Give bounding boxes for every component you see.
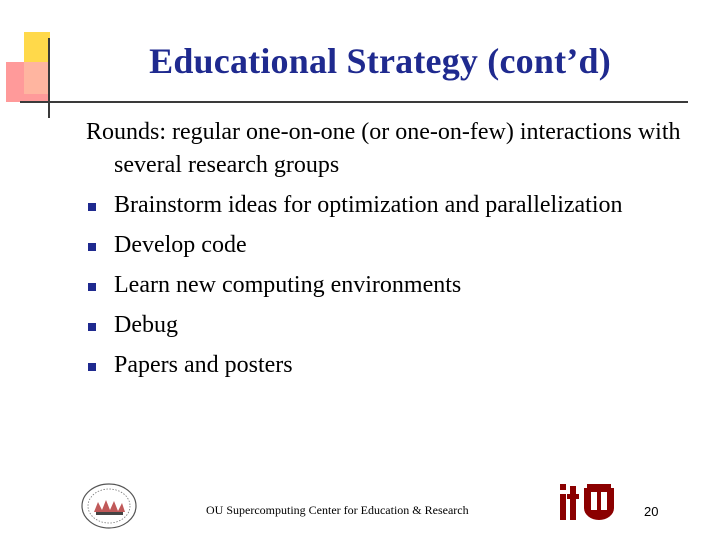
bullet-item: [86, 269, 696, 302]
square-bullet-icon: [88, 363, 96, 371]
square-bullet-icon: [88, 283, 96, 291]
page-number: 20: [644, 504, 659, 519]
bullet-text: Brainstorm ideas for optimization and parallelization: [114, 192, 623, 218]
square-bullet-icon: [88, 203, 96, 211]
bullet-text: Debug: [114, 312, 178, 338]
title-vertical-rule: [48, 38, 50, 118]
corner-overlap-square: [24, 62, 48, 94]
bullet-text: Papers and posters: [114, 352, 293, 378]
square-bullet-icon: [88, 243, 96, 251]
bullet-item: [86, 309, 696, 342]
bullet-item: [86, 189, 696, 222]
footer-text: OU Supercomputing Center for Education & Research: [206, 503, 469, 517]
bullet-text: Learn new computing environments: [114, 272, 462, 298]
title-horizontal-rule: [20, 101, 688, 103]
slide-title: Educational Strategy (cont’d): [149, 41, 611, 81]
lead-paragraph: Rounds: regular one-on-one (or one-on-few) interactions with several research groups: [86, 119, 681, 178]
square-bullet-icon: [88, 323, 96, 331]
bullet-text: Develop code: [114, 232, 247, 258]
it-ou-logo-icon: [558, 482, 622, 522]
university-seal-icon: [80, 482, 138, 530]
slide-body: [86, 116, 696, 389]
bullet-list: [86, 189, 696, 382]
bullet-item: [86, 349, 696, 382]
bullet-item: [86, 229, 696, 262]
